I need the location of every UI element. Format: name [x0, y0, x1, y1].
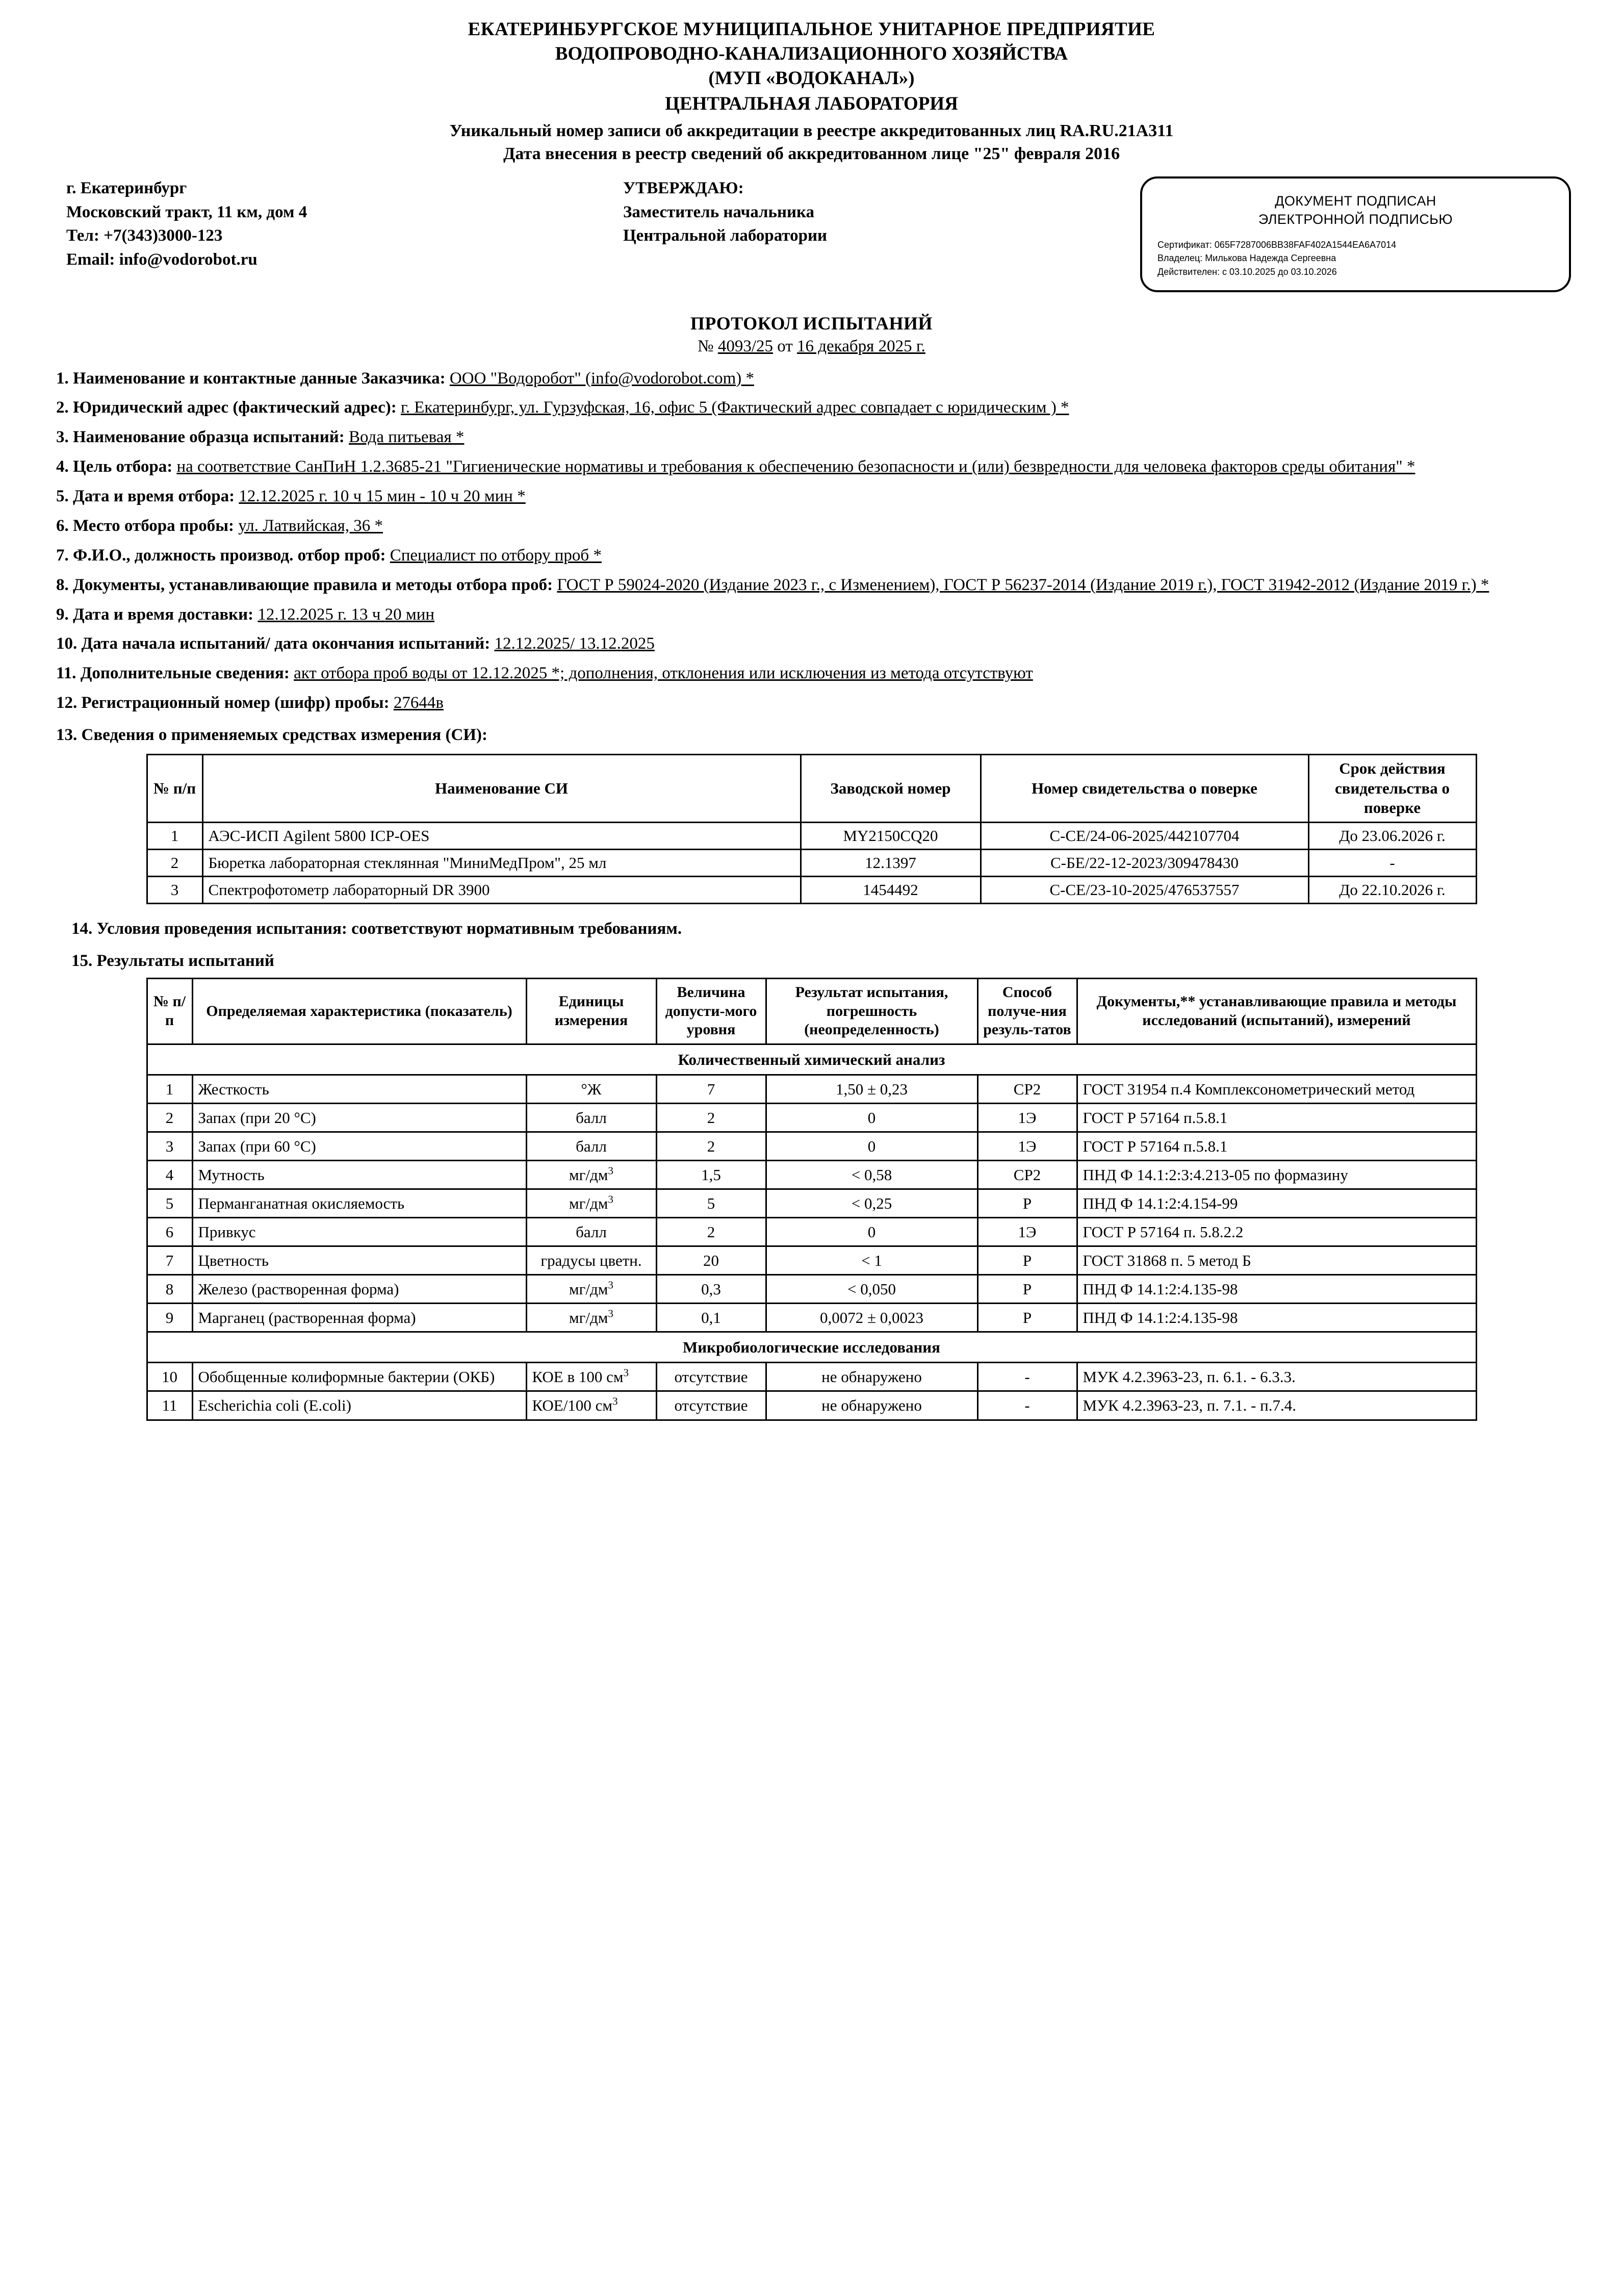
electronic-signature-stamp: [1140, 176, 1571, 292]
clause-8-number: 8.: [56, 575, 69, 594]
res-11-unit: КОЕ/100 $см^3$: [526, 1391, 656, 1420]
si-row-1-certificate: С-СЕ/24-06-2025/442107704: [981, 823, 1308, 850]
table-row: [147, 1391, 1476, 1420]
res-2-unit: балл: [526, 1104, 656, 1132]
res-6-way: 1Э: [977, 1218, 1077, 1246]
approve-position-line1: Заместитель начальника: [623, 202, 814, 221]
table-row: [147, 1275, 1476, 1304]
res-6-doc: ГОСТ Р 57164 п. 5.8.2.2: [1077, 1218, 1476, 1246]
res-2-way: 1Э: [977, 1104, 1077, 1132]
res-5-name: Перманганатная окисляемость: [192, 1189, 526, 1218]
col-si-serial: Заводской номер: [801, 754, 981, 822]
res-11-number: 11: [147, 1391, 192, 1420]
col-res-documents: Документы,** устанавливающие правила и методы исследований (испытаний), измерений: [1077, 979, 1476, 1044]
signature-stamp-wrap: [980, 176, 1576, 292]
approve-position-line2: Центральной лаборатории: [623, 226, 828, 245]
res-9-way: Р: [977, 1304, 1077, 1332]
clause-10-label: Дата начала испытаний/ дата окончания испытаний:: [81, 634, 491, 653]
res-4-result: < 0,58: [766, 1161, 977, 1189]
clause-3-number: 3.: [56, 428, 69, 447]
res-9-result: 0,0072 ± 0,0023: [766, 1304, 977, 1332]
res-3-limit: 2: [656, 1132, 766, 1161]
res-10-unit: КОЕ в 100 $см^3$: [526, 1363, 656, 1391]
clause-3-label: Наименование образца испытаний:: [73, 428, 345, 447]
clause-12-number: 12.: [56, 694, 78, 712]
section-14: [71, 920, 1576, 938]
res-5-limit: 5: [656, 1189, 766, 1218]
si-row-2-certificate: С-БЕ/22-12-2023/309478430: [981, 850, 1308, 877]
res-4-way: СР2: [977, 1161, 1077, 1189]
group-title-row: [147, 1332, 1476, 1363]
res-1-limit: 7: [656, 1075, 766, 1103]
si-row-3-name: Спектрофотометр лабораторный DR 3900: [202, 877, 801, 904]
si-row-3-validity: До 22.10.2026 г.: [1308, 877, 1476, 904]
clause-7-number: 7.: [56, 546, 69, 565]
res-10-number: 10: [147, 1363, 192, 1391]
clause-9-number: 9.: [56, 605, 69, 624]
clause-5-value: 12.12.2025 г. 10 ч 15 мин - 10 ч 20 мин *: [239, 487, 526, 505]
res-5-way: Р: [977, 1189, 1077, 1218]
stamp-owner: Владелец: Милькова Надежда Сергеевна: [1157, 253, 1336, 264]
clause-2: [47, 396, 1576, 419]
contacts-address: Московский тракт, 11 км, дом 4: [66, 202, 307, 221]
res-7-name: Цветность: [192, 1246, 526, 1275]
approve-label: УТВЕРЖДАЮ:: [623, 178, 744, 197]
clause-6-label: Место отбора пробы:: [73, 516, 234, 535]
res-9-name: Марганец (растворенная форма): [192, 1304, 526, 1332]
clause-6-number: 6.: [56, 516, 69, 535]
col-res-number: № п/п: [147, 979, 192, 1044]
clause-11-number: 11.: [56, 664, 76, 683]
org-line-1: ЕКАТЕРИНБУРГСКОЕ МУНИЦИПАЛЬНОЕ УНИТАРНОЕ ПРЕДПРИЯТИЕ: [468, 19, 1155, 40]
measurement-instruments-table: [146, 754, 1477, 904]
res-4-unit: $мг/дм^3$: [526, 1161, 656, 1189]
si-row-2-number: 2: [147, 850, 202, 877]
clause-1-number: 1.: [56, 369, 69, 388]
group-2-title: Микробиологические исследования: [147, 1332, 1476, 1363]
protocol-number-prefix: №: [698, 337, 718, 355]
res-8-number: 8: [147, 1275, 192, 1304]
section-14-label: 14. Условия проведения испытания:: [71, 920, 347, 938]
stamp-validity: Действителен: с 03.10.2025 до 03.10.2026: [1157, 266, 1337, 277]
si-row-1-serial: MY2150CQ20: [801, 823, 981, 850]
res-5-unit: $мг/дм^3$: [526, 1189, 656, 1218]
col-si-name: Наименование СИ: [202, 754, 801, 822]
table-row: [147, 1218, 1476, 1246]
res-2-limit: 2: [656, 1104, 766, 1132]
clause-6-value: ул. Латвийская, 36 *: [238, 516, 383, 535]
accreditation-date: Дата внесения в реестр сведений об аккредитованном лице "25" февраля 2016: [503, 144, 1120, 163]
res-2-number: 2: [147, 1104, 192, 1132]
table-header-row: [147, 979, 1476, 1044]
stamp-title-line2: ЭЛЕКТРОННОЙ ПОДПИСЬЮ: [1258, 212, 1453, 227]
clause-7-value: Специалист по отбору проб *: [390, 546, 602, 565]
si-row-2-name: Бюретка лабораторная стеклянная "МиниМедПром", 25 мл: [202, 850, 801, 877]
col-res-limit: Величина допусти-мого уровня: [656, 979, 766, 1044]
res-7-way: Р: [977, 1246, 1077, 1275]
clause-4-number: 4.: [56, 457, 69, 476]
res-10-way: -: [977, 1363, 1077, 1391]
section-13-title: 13. Сведения о применяемых средствах измерения (СИ):: [56, 726, 487, 744]
res-9-unit: $мг/дм^3$: [526, 1304, 656, 1332]
res-2-result: 0: [766, 1104, 977, 1132]
accreditation-number: Уникальный номер записи об аккредитации в реестре аккредитованных лиц RA.RU.21A311: [449, 121, 1174, 141]
si-row-2-validity: -: [1308, 850, 1476, 877]
res-8-way: Р: [977, 1275, 1077, 1304]
si-row-1-validity: До 23.06.2026 г.: [1308, 823, 1476, 850]
table-row: [147, 1104, 1476, 1132]
col-si-number: № п/п: [147, 754, 202, 822]
clause-6: [47, 515, 1576, 538]
res-11-result: не обнаружено: [766, 1391, 977, 1420]
res-8-result: < 0,050: [766, 1275, 977, 1304]
clause-9-label: Дата и время доставки:: [73, 605, 254, 624]
res-1-number: 1: [147, 1075, 192, 1103]
clause-11-value: акт отбора проб воды от 12.12.2025 *; дополнения, отклонения или исключения из метода отсутствуют: [294, 664, 1033, 683]
clause-5: [47, 485, 1576, 508]
res-10-limit: отсутствие: [656, 1363, 766, 1391]
col-res-unit: Единицы измерения: [526, 979, 656, 1044]
clause-3: [47, 426, 1576, 449]
table-row: [147, 850, 1476, 877]
clause-8-label: Документы, устанавливающие правила и методы отбора проб:: [73, 575, 553, 594]
res-6-limit: 2: [656, 1218, 766, 1246]
table-row: [147, 1075, 1476, 1103]
clause-2-value: г. Екатеринбург, ул. Гурзуфская, 16, офис 5 (Фактический адрес совпадает с юридическим ) *: [400, 398, 1069, 417]
clause-10: [47, 632, 1576, 655]
res-6-result: 0: [766, 1218, 977, 1246]
si-row-3-serial: 1454492: [801, 877, 981, 904]
table-row: [147, 1132, 1476, 1161]
clause-7-label: Ф.И.О., должность производ. отбор проб:: [73, 546, 386, 565]
protocol-number-line: [47, 337, 1576, 356]
res-8-name: Железо (растворенная форма): [192, 1275, 526, 1304]
si-row-1-name: АЭС-ИСП Agilent 5800 ICP-OES: [202, 823, 801, 850]
res-5-doc: ПНД Ф 14.1:2:4.154-99: [1077, 1189, 1476, 1218]
table-row: [147, 1161, 1476, 1189]
contacts-phone: Тел: +7(343)3000-123: [66, 226, 223, 245]
section-14-value: соответствуют нормативным требованиям.: [351, 920, 682, 938]
res-4-number: 4: [147, 1161, 192, 1189]
clause-11: [47, 662, 1576, 685]
res-7-doc: ГОСТ 31868 п. 5 метод Б: [1077, 1246, 1476, 1275]
res-6-name: Привкус: [192, 1218, 526, 1246]
res-10-result: не обнаружено: [766, 1363, 977, 1391]
contacts-city: г. Екатеринбург: [66, 178, 187, 197]
res-1-name: Жесткость: [192, 1075, 526, 1103]
org-line-4: ЦЕНТРАЛЬНАЯ ЛАБОРАТОРИЯ: [665, 93, 958, 115]
res-9-doc: ПНД Ф 14.1:2:4.135-98: [1077, 1304, 1476, 1332]
res-5-number: 5: [147, 1189, 192, 1218]
col-res-method-way: Способ получе-ния резуль-татов: [977, 979, 1077, 1044]
res-6-unit: балл: [526, 1218, 656, 1246]
col-si-validity: Срок действия свидетельства о поверке: [1308, 754, 1476, 822]
res-9-limit: 0,1: [656, 1304, 766, 1332]
results-table: [146, 978, 1477, 1420]
res-2-name: Запах (при 20 °С): [192, 1104, 526, 1132]
org-line-3: (МУП «ВОДОКАНАЛ»): [708, 68, 915, 89]
section-15-title: 15. Результаты испытаний: [71, 952, 274, 971]
res-3-name: Запах (при 60 °С): [192, 1132, 526, 1161]
protocol-date-prefix: от: [773, 337, 797, 355]
clause-1-value: ООО "Водоробот" (info@vodorobot.com) *: [449, 369, 754, 388]
clause-12-label: Регистрационный номер (шифр) пробы:: [81, 694, 390, 712]
clause-5-number: 5.: [56, 487, 69, 505]
clauses-list: [47, 367, 1576, 715]
res-3-number: 3: [147, 1132, 192, 1161]
group-title-row: [147, 1044, 1476, 1075]
res-3-way: 1Э: [977, 1132, 1077, 1161]
table-row: [147, 1189, 1476, 1218]
res-11-name: Escherichia coli (E.coli): [192, 1391, 526, 1420]
res-2-doc: ГОСТ Р 57164 п.5.8.1: [1077, 1104, 1476, 1132]
col-si-certificate: Номер свидетельства о поверке: [981, 754, 1308, 822]
table-row: [147, 1246, 1476, 1275]
clause-10-value: 12.12.2025/ 13.12.2025: [494, 634, 655, 653]
res-3-doc: ГОСТ Р 57164 п.5.8.1: [1077, 1132, 1476, 1161]
clause-9: [47, 603, 1576, 626]
res-6-number: 6: [147, 1218, 192, 1246]
table-row: [147, 1304, 1476, 1332]
protocol-number: 4093/25: [717, 337, 773, 355]
protocol-date: 16 декабря 2025 г.: [797, 337, 925, 355]
contacts-row: [47, 176, 1576, 292]
res-11-way: -: [977, 1391, 1077, 1420]
res-1-unit: °Ж: [526, 1075, 656, 1103]
res-7-limit: 20: [656, 1246, 766, 1275]
stamp-certificate: Сертификат: 065F7287006BB38FAF402A1544EA6A7014: [1157, 239, 1397, 250]
clause-8-value: ГОСТ Р 59024-2020 (Издание 2023 г., с Изменением), ГОСТ Р 56237-2014 (Издание 2019 г.), ГОСТ 31942-2012 (Издание 2019 г.) *: [557, 575, 1489, 594]
clause-12-value: 27644в: [393, 694, 444, 712]
col-res-result: Результат испытания, погрешность (неопределенность): [766, 979, 977, 1044]
clause-11-label: Дополнительные сведения:: [80, 664, 290, 683]
table-row: [147, 823, 1476, 850]
org-line-2: ВОДОПРОВОДНО-КАНАЛИЗАЦИОННОГО ХОЗЯЙСТВА: [555, 43, 1068, 65]
clause-4-label: Цель отбора:: [73, 457, 173, 476]
res-8-unit: $мг/дм^3$: [526, 1275, 656, 1304]
res-5-result: < 0,25: [766, 1189, 977, 1218]
res-10-name: Обобщенные колиформные бактерии (ОКБ): [192, 1363, 526, 1391]
clause-4: [47, 455, 1576, 478]
approve-block: [623, 176, 980, 248]
table-header-row: [147, 754, 1476, 822]
contacts-email: Email: info@vodorobot.ru: [66, 250, 257, 269]
res-7-unit: градусы цветн.: [526, 1246, 656, 1275]
res-1-doc: ГОСТ 31954 п.4 Комплексонометрический метод: [1077, 1075, 1476, 1103]
si-row-3-certificate: С-СЕ/23-10-2025/476537557: [981, 877, 1308, 904]
res-10-doc: МУК 4.2.3963-23, п. 6.1. - 6.3.3.: [1077, 1363, 1476, 1391]
clause-1: [47, 367, 1576, 390]
res-11-doc: МУК 4.2.3963-23, п. 7.1. - п.7.4.: [1077, 1391, 1476, 1420]
si-row-3-number: 3: [147, 877, 202, 904]
res-1-result: 1,50 ± 0,23: [766, 1075, 977, 1103]
col-res-characteristic: Определяемая характеристика (показатель): [192, 979, 526, 1044]
si-row-1-number: 1: [147, 823, 202, 850]
res-4-doc: ПНД Ф 14.1:2:3:4.213-05 по формазину: [1077, 1161, 1476, 1189]
si-row-2-serial: 12.1397: [801, 850, 981, 877]
res-1-way: СР2: [977, 1075, 1077, 1103]
clause-2-number: 2.: [56, 398, 69, 417]
res-8-limit: 0,3: [656, 1275, 766, 1304]
res-9-number: 9: [147, 1304, 192, 1332]
res-3-result: 0: [766, 1132, 977, 1161]
clause-9-value: 12.12.2025 г. 13 ч 20 мин: [257, 605, 435, 624]
clause-7: [47, 544, 1576, 567]
protocol-title: ПРОТОКОЛ ИСПЫТАНИЙ: [690, 313, 933, 334]
res-8-doc: ПНД Ф 14.1:2:4.135-98: [1077, 1275, 1476, 1304]
clause-5-label: Дата и время отбора:: [73, 487, 235, 505]
organization-header: [47, 17, 1576, 165]
clause-2-label: Юридический адрес (фактический адрес):: [73, 398, 397, 417]
res-4-limit: 1,5: [656, 1161, 766, 1189]
group-1-title: Количественный химический анализ: [147, 1044, 1476, 1075]
table-row: [147, 877, 1476, 904]
clause-4-value: на соответствие СанПиН 1.2.3685-21 "Гигиенические нормативы и требования к обеспечению безопасности и (или) безвредности для человека факторов среды обитания" *: [176, 457, 1415, 476]
res-3-unit: балл: [526, 1132, 656, 1161]
clause-1-label: Наименование и контактные данные Заказчика:: [73, 369, 446, 388]
stamp-title-line1: ДОКУМЕНТ ПОДПИСАН: [1275, 193, 1436, 209]
clause-8: [47, 574, 1576, 597]
res-4-name: Мутность: [192, 1161, 526, 1189]
clause-10-number: 10.: [56, 634, 78, 653]
clause-12: [47, 692, 1576, 715]
clause-3-value: Вода питьевая *: [348, 428, 465, 447]
res-7-result: < 1: [766, 1246, 977, 1275]
res-7-number: 7: [147, 1246, 192, 1275]
contacts-block: [47, 176, 623, 272]
table-row: [147, 1363, 1476, 1391]
res-11-limit: отсутствие: [656, 1391, 766, 1420]
